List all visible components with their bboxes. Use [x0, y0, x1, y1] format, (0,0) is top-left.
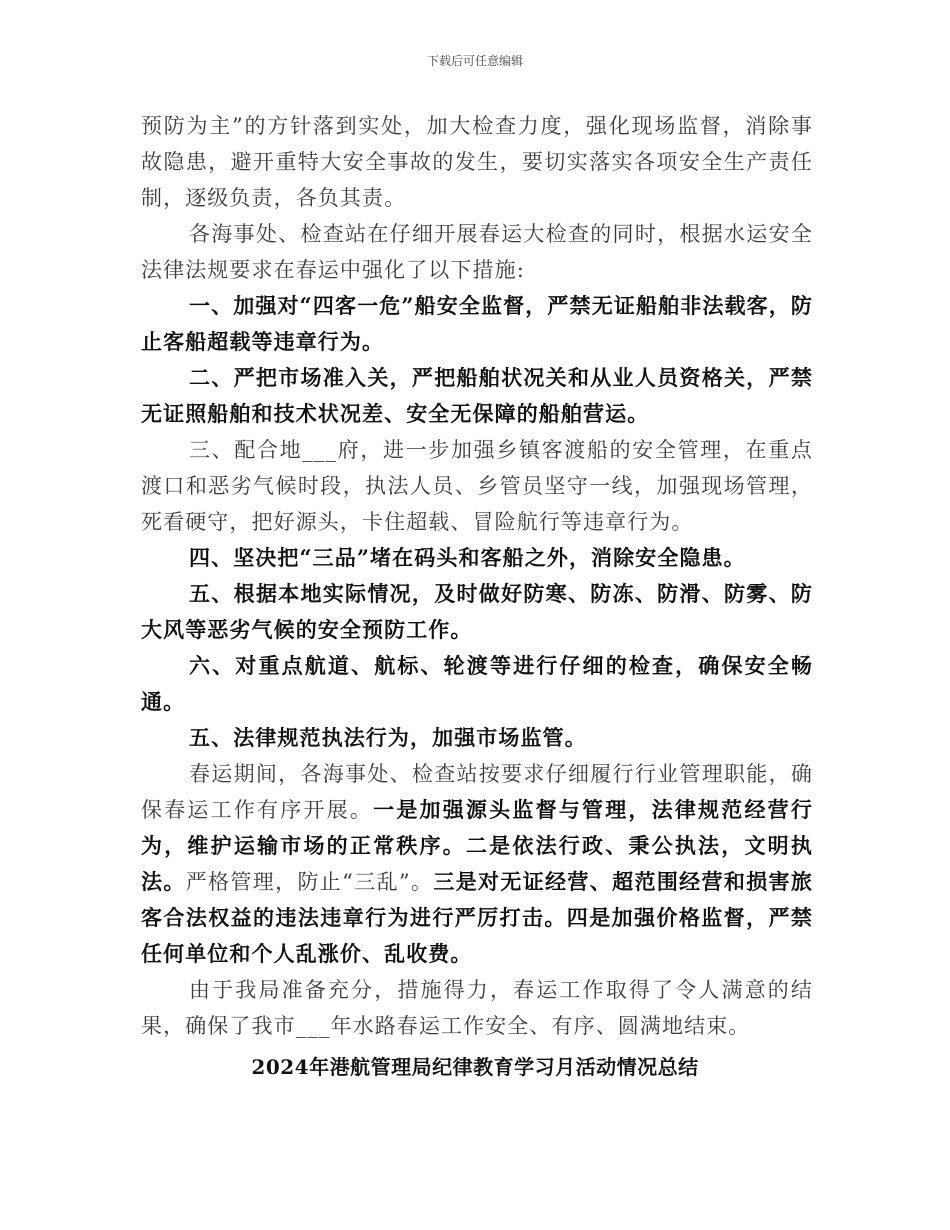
- measure-item-6: 六、对重点航道、航标、轮渡等进行仔细的检查，确保安全畅通。: [141, 653, 813, 714]
- measure-item-2: 二、严把市场准入关，严把船舶状况关和从业人员资格关，严禁无证照船舶和技术状况差、安全无保障的船舶营运。: [141, 365, 813, 426]
- duties-intro-text: 春运期间，各海事处、检查站按要求仔细履行行业管理职能，确保春运工作有序开展。: [141, 762, 813, 822]
- paragraph-management-duties: [141, 756, 813, 972]
- measure-item-3: 三、配合地___府，进一步加强乡镇客渡船的安全管理，在重点渡口和恶劣气候时段，执法人员、乡管员坚守一线，加强现场管理，死看硬守，把好源头，卡住超载、冒险航行等违章行为。: [141, 438, 813, 534]
- paragraph-measures-lead: 各海事处、检查站在仔细开展春运大检查的同时，根据水运安全法律法规要求在春运中强化了以下措施:: [141, 222, 813, 282]
- duties-bold-text-1: 一是加强源头监督与管理，法律规范经营行为，维护运输市场的正常秩序。二是依法行政、秉公执法，文明执法。: [141, 797, 813, 894]
- measure-item-1: 一、加强对“四客一危”船安全监督，严禁无证船舶非法载客，防止客船超载等违章行为。: [141, 293, 813, 354]
- paragraph-conclusion: 由于我局准备充分，措施得力，春运工作取得了令人满意的结果，确保了我市___年水路春运工作安全、有序、圆满地结束。: [141, 978, 813, 1038]
- paragraph-intro-continuation: 预防为主”的方针落到实处，加大检查力度，强化现场监督，消除事故隐患，避开重特大安全事故的发生，要切实落实各项安全生产责任制，逐级负责，各负其责。: [141, 114, 813, 210]
- next-section-title: 2024年港航管理局纪律教育学习月活动情况总结: [251, 1055, 699, 1079]
- page-header: 下载后可任意编辑: [426, 54, 523, 68]
- measure-item-5: 五、根据本地实际情况，及时做好防寒、防冻、防滑、防雾、防大风等恶劣气候的安全预防工作。: [141, 581, 813, 642]
- measure-item-7: 五、法律规范执法行为，加强市场监管。: [189, 725, 587, 750]
- duties-plain-text: 严格管理，防止“三乱”。: [185, 870, 434, 894]
- measure-item-4: 四、坚决把“三品”堵在码头和客船之外，消除安全隐患。: [189, 545, 746, 570]
- document-body: [141, 108, 813, 1044]
- duties-bold-text-2: 三是对无证经营、超范围经营和损害旅客合法权益的违法违章行为进行严厉打击。四是加强价格监督，严禁任何单位和个人乱涨价、乱收费。: [141, 869, 814, 966]
